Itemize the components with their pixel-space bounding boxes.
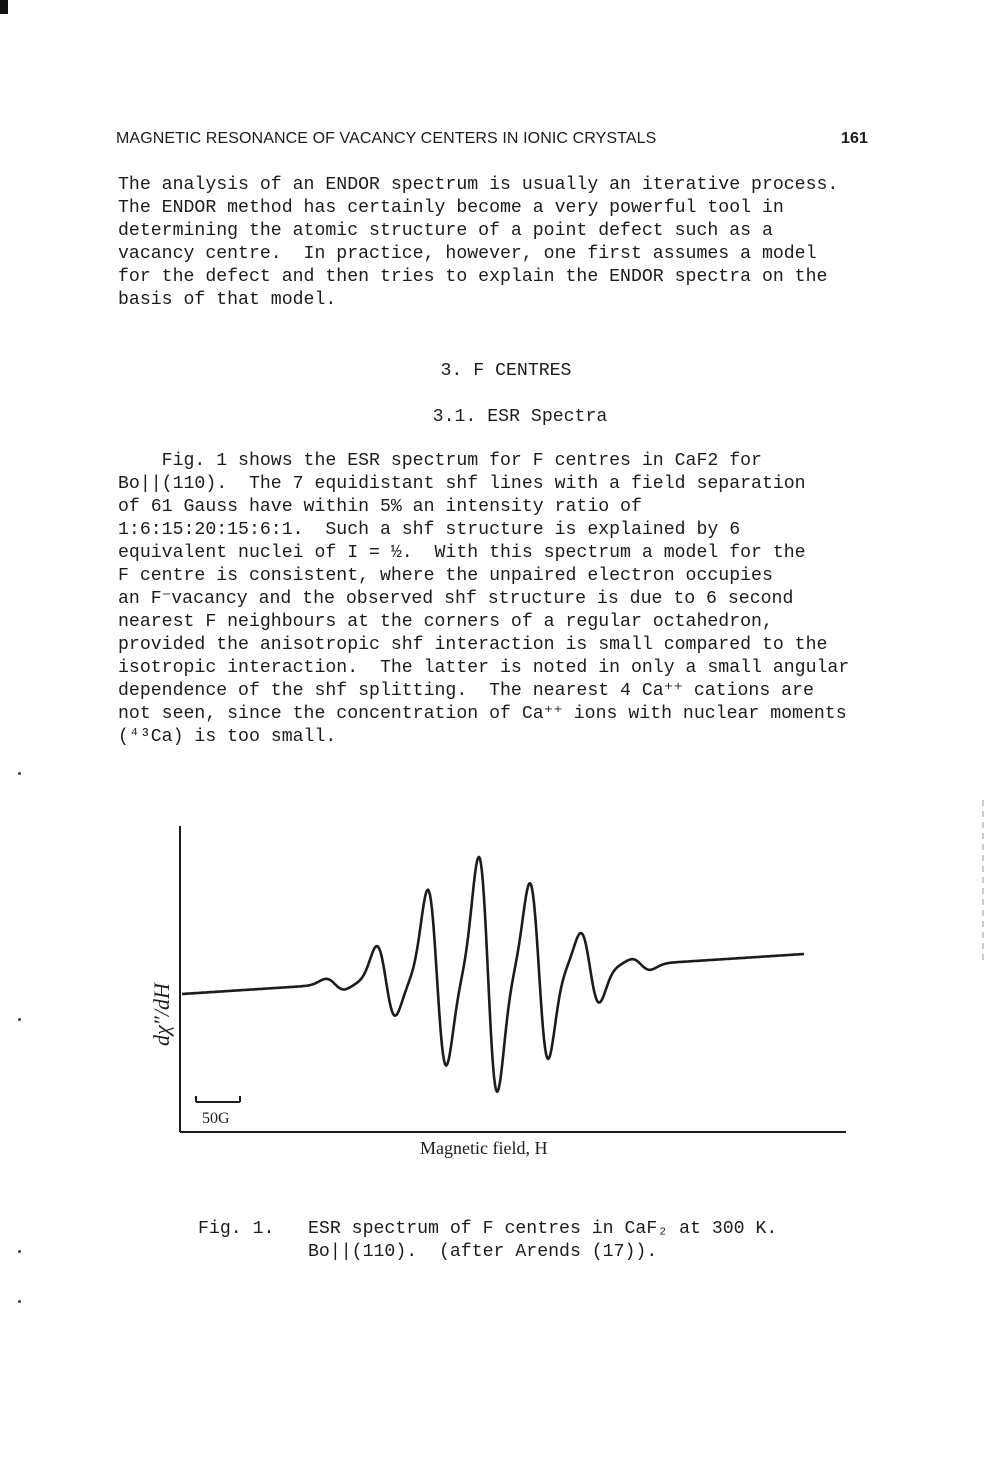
scan-corner-mark [0, 0, 8, 14]
figure-description-paragraph [118, 450, 878, 749]
text-line: 1:6:15:20:15:6:1. Such a shf structure is explained by 6 [118, 520, 741, 540]
scale-bar-label: 50G [202, 1110, 230, 1127]
text-line: (⁴³Ca) is too small. [118, 727, 337, 747]
text-line: vacancy centre. In practice, however, one first assumes a model [118, 244, 817, 264]
y-axis-label: dχ″/dH [149, 983, 174, 1046]
section-heading: 3. F CENTRES [440, 361, 572, 381]
running-title: MAGNETIC RESONANCE OF VACANCY CENTERS IN IONIC CRYSTALS [116, 130, 657, 147]
text-line: The analysis of an ENDOR spectrum is usually an iterative process. [118, 175, 839, 195]
text-line: F centre is consistent, where the unpaired electron occupies [118, 566, 773, 586]
scan-speck [18, 772, 21, 775]
scan-edge-artifact [982, 800, 984, 960]
intro-paragraph [118, 174, 878, 312]
scan-speck [18, 1300, 21, 1303]
text-line: dependence of the shf splitting. The nearest 4 Ca⁺⁺ cations are [118, 681, 814, 701]
esr-spectrum-plot [120, 820, 860, 1160]
text-line: for the defect and then tries to explain the ENDOR spectra on the [118, 267, 828, 287]
spectrum-line [182, 857, 804, 1092]
text-line: isotropic interaction. The latter is noted in only a small angular [118, 658, 850, 678]
page-number: 161 [841, 130, 868, 147]
text-line: an F⁻vacancy and the observed shf structure is due to 6 second [118, 589, 794, 609]
text-line: equivalent nuclei of I = ½. With this spectrum a model for the [118, 543, 806, 563]
text-line: not seen, since the concentration of Ca⁺⁺ ions with nuclear moments [118, 704, 847, 724]
text-line: nearest F neighbours at the corners of a regular octahedron, [118, 612, 773, 632]
x-axis-label: Magnetic field, H [420, 1138, 548, 1158]
text-line: provided the anisotropic shf interaction is small compared to the [118, 635, 828, 655]
text-line: Fig. 1 shows the ESR spectrum for F centres in CaF2 for [118, 451, 762, 471]
text-line: Bo||(110). The 7 equidistant shf lines with a field separation [118, 474, 806, 494]
text-line: basis of that model. [118, 290, 337, 310]
caption-line: Bo||(110). (after Arends (17)). [308, 1242, 658, 1262]
caption-body [308, 1218, 868, 1264]
esr-spectrum-figure [120, 820, 860, 1160]
text-line: determining the atomic structure of a point defect such as a [118, 221, 773, 241]
scan-speck [18, 1018, 21, 1021]
caption-label: Fig. 1. [198, 1219, 275, 1239]
text-line: The ENDOR method has certainly become a very powerful tool in [118, 198, 784, 218]
scan-speck [18, 1250, 21, 1253]
subsection-heading: 3.1. ESR Spectra [432, 407, 608, 427]
text-line: of 61 Gauss have within 5% an intensity ratio of [118, 497, 642, 517]
scale-bar [196, 1096, 240, 1102]
caption-line: ESR spectrum of F centres in CaF₂ at 300 K. [308, 1219, 778, 1239]
